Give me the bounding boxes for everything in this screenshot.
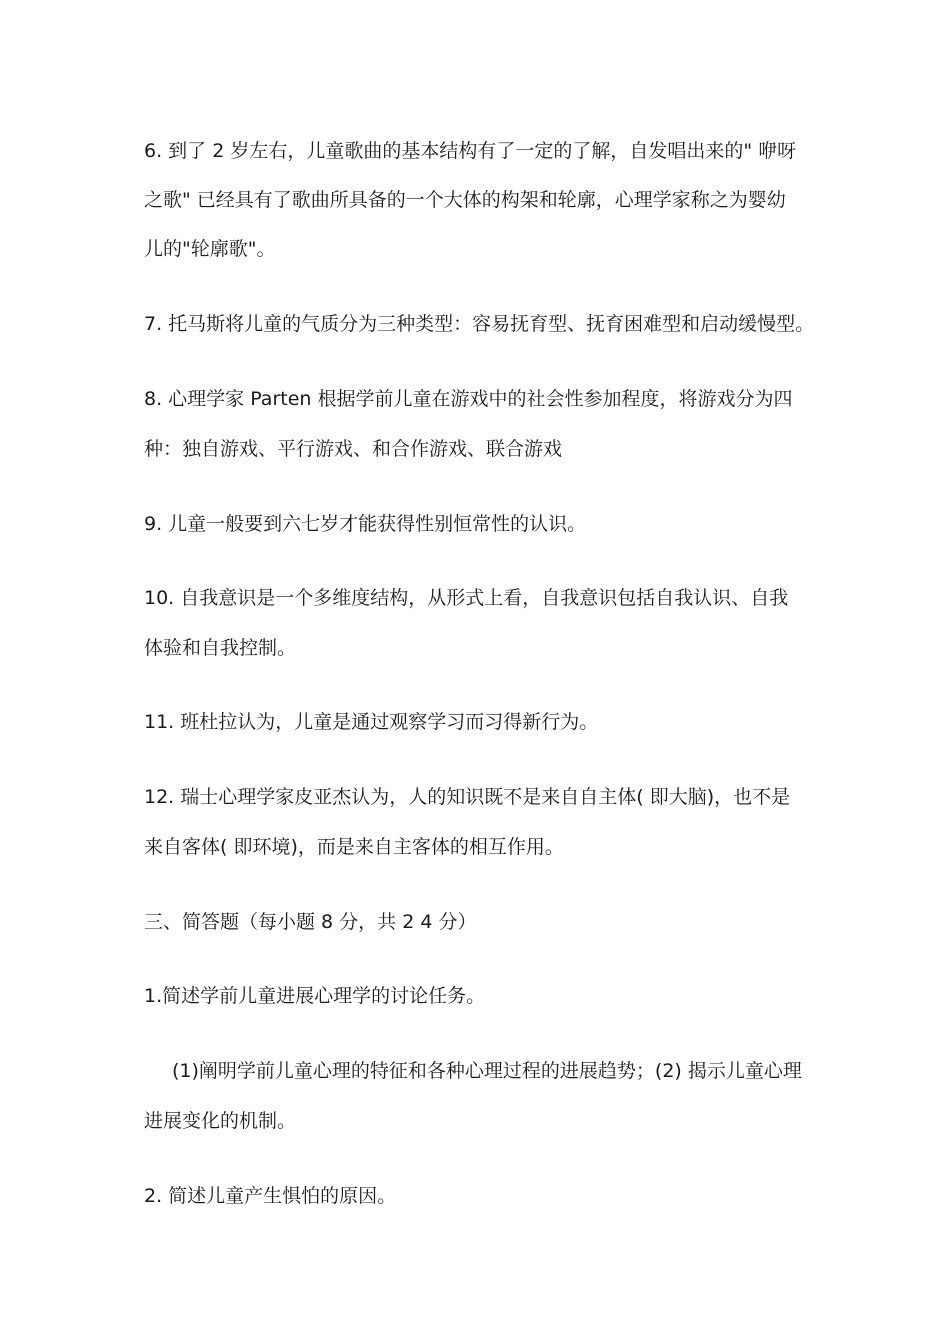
text-line: 儿的"轮廓歌"。: [144, 238, 276, 260]
text-line: 11. 班杜拉认为，儿童是通过观察学习而习得新行为。: [144, 711, 599, 733]
text-line: 种：独自游戏、平行游戏、和合作游戏、联合游戏: [144, 438, 563, 460]
answer-line: 进展变化的机制。: [144, 1110, 297, 1132]
text-line: 12. 瑞士心理学家皮亚杰认为，人的知识既不是来自自主体( 即大脑)，也不是: [144, 786, 791, 808]
text-line: 之歌" 已经具有了歌曲所具备的一个大体的构架和轮廓，心理学家称之为婴幼: [144, 189, 786, 211]
question-line: 1.简述学前儿童进展心理学的讨论任务。: [144, 985, 486, 1007]
text-line: 6. 到了 2 岁左右，儿童歌曲的基本结构有了一定的了解，自发唱出来的" 咿呀: [144, 140, 797, 162]
text-line: 体验和自我控制。: [144, 637, 297, 659]
question-line: 2. 简述儿童产生惧怕的原因。: [144, 1185, 397, 1207]
text-line: 8. 心理学家 Parten 根据学前儿童在游戏中的社会性参加程度，将游戏分为四: [144, 388, 793, 410]
text-line: 9. 儿童一般要到六七岁才能获得性别恒常性的认识。: [144, 513, 587, 535]
text-line: 10. 自我意识是一个多维度结构，从形式上看，自我意识包括自我认识、自我: [144, 587, 789, 609]
text-line: 7. 托马斯将儿童的气质分为三种类型：容易抚育型、抚育困难型和启动缓慢型。: [144, 313, 815, 335]
text-line: 来自客体( 即环境)，而是来自主客体的相互作用。: [144, 836, 564, 858]
answer-line: (1)阐明学前儿童心理的特征和各种心理过程的进展趋势；(2) 揭示儿童心理: [172, 1060, 802, 1082]
section-heading: 三、简答题（每小题 8 分，共 2 4 分）: [144, 911, 477, 933]
